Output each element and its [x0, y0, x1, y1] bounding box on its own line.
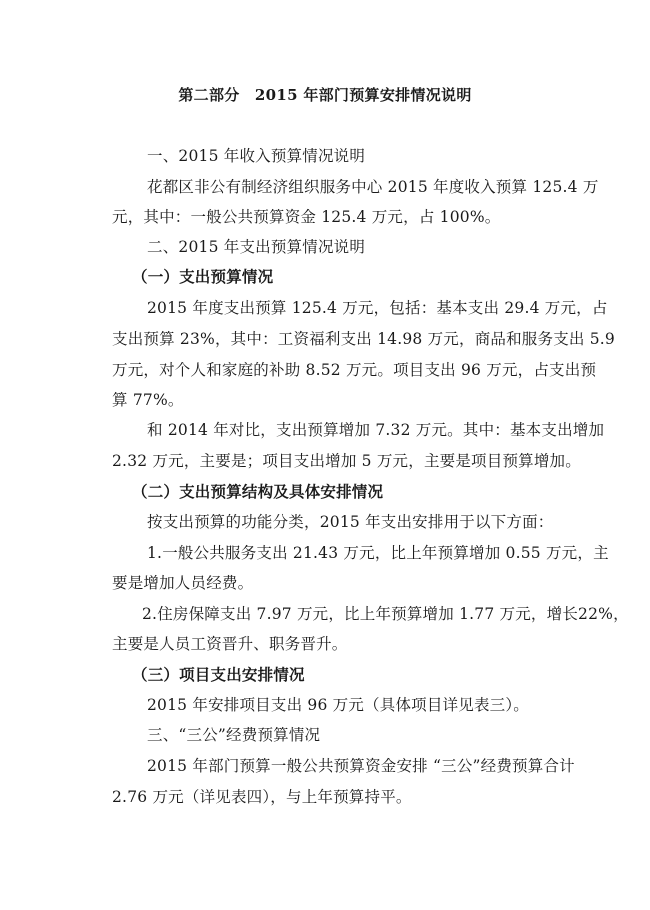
subsection-heading-expense-budget: （一）支出预算情况 [132, 267, 274, 286]
paragraph-line: 2.住房保障支出 7.97 万元，比上年预算增加 1.77 万元，增长22%， [142, 605, 629, 623]
paragraph-line: 万元，对个人和家庭的补助 8.52 万元。项目支出 96 万元，占支出预 [112, 361, 597, 379]
paragraph-line: 要是增加人员经费。 [112, 574, 254, 592]
section-heading-income: 一、2015 年收入预算情况说明 [147, 147, 366, 165]
paragraph-line: 主要是人员工资晋升、职务晋升。 [112, 635, 348, 653]
paragraph-line: 支出预算 23%，其中：工资福利支出 14.98 万元，商品和服务支出 5.9 [112, 330, 615, 348]
page-title: 第二部分 2015 年部门预算安排情况说明 [178, 86, 472, 104]
paragraph-line: 2.76 万元（详见表四），与上年预算持平。 [112, 788, 412, 806]
paragraph-line: 元，其中：一般公共预算资金 125.4 万元，占 100%。 [112, 208, 501, 226]
paragraph-line: 算 77%。 [112, 391, 184, 409]
paragraph-line: 按支出预算的功能分类，2015 年支出安排用于以下方面： [147, 513, 554, 531]
paragraph-line: 1.一般公共服务支出 21.43 万元，比上年预算增加 0.55 万元，主 [147, 544, 609, 562]
paragraph-line: 和 2014 年对比，支出预算增加 7.32 万元。其中：基本支出增加 [147, 421, 605, 439]
subsection-heading-projects: （三）项目支出安排情况 [132, 665, 305, 684]
paragraph-line: 2015 年部门预算一般公共预算资金安排 “三公”经费预算合计 [147, 757, 575, 775]
paragraph-line: 花都区非公有制经济组织服务中心 2015 年度收入预算 125.4 万 [147, 178, 599, 196]
section-heading-expense: 二、2015 年支出预算情况说明 [147, 238, 366, 256]
paragraph-line: 2015 年度支出预算 125.4 万元，包括：基本支出 29.4 万元，占 [147, 299, 608, 317]
subsection-heading-structure: （二）支出预算结构及具体安排情况 [132, 482, 384, 501]
section-heading-three-public: 三、“三公”经费预算情况 [147, 726, 321, 744]
paragraph-line: 2015 年安排项目支出 96 万元（具体项目详见表三）。 [147, 696, 530, 714]
paragraph-line: 2.32 万元，主要是；项目支出增加 5 万元，主要是项目预算增加。 [112, 452, 581, 470]
